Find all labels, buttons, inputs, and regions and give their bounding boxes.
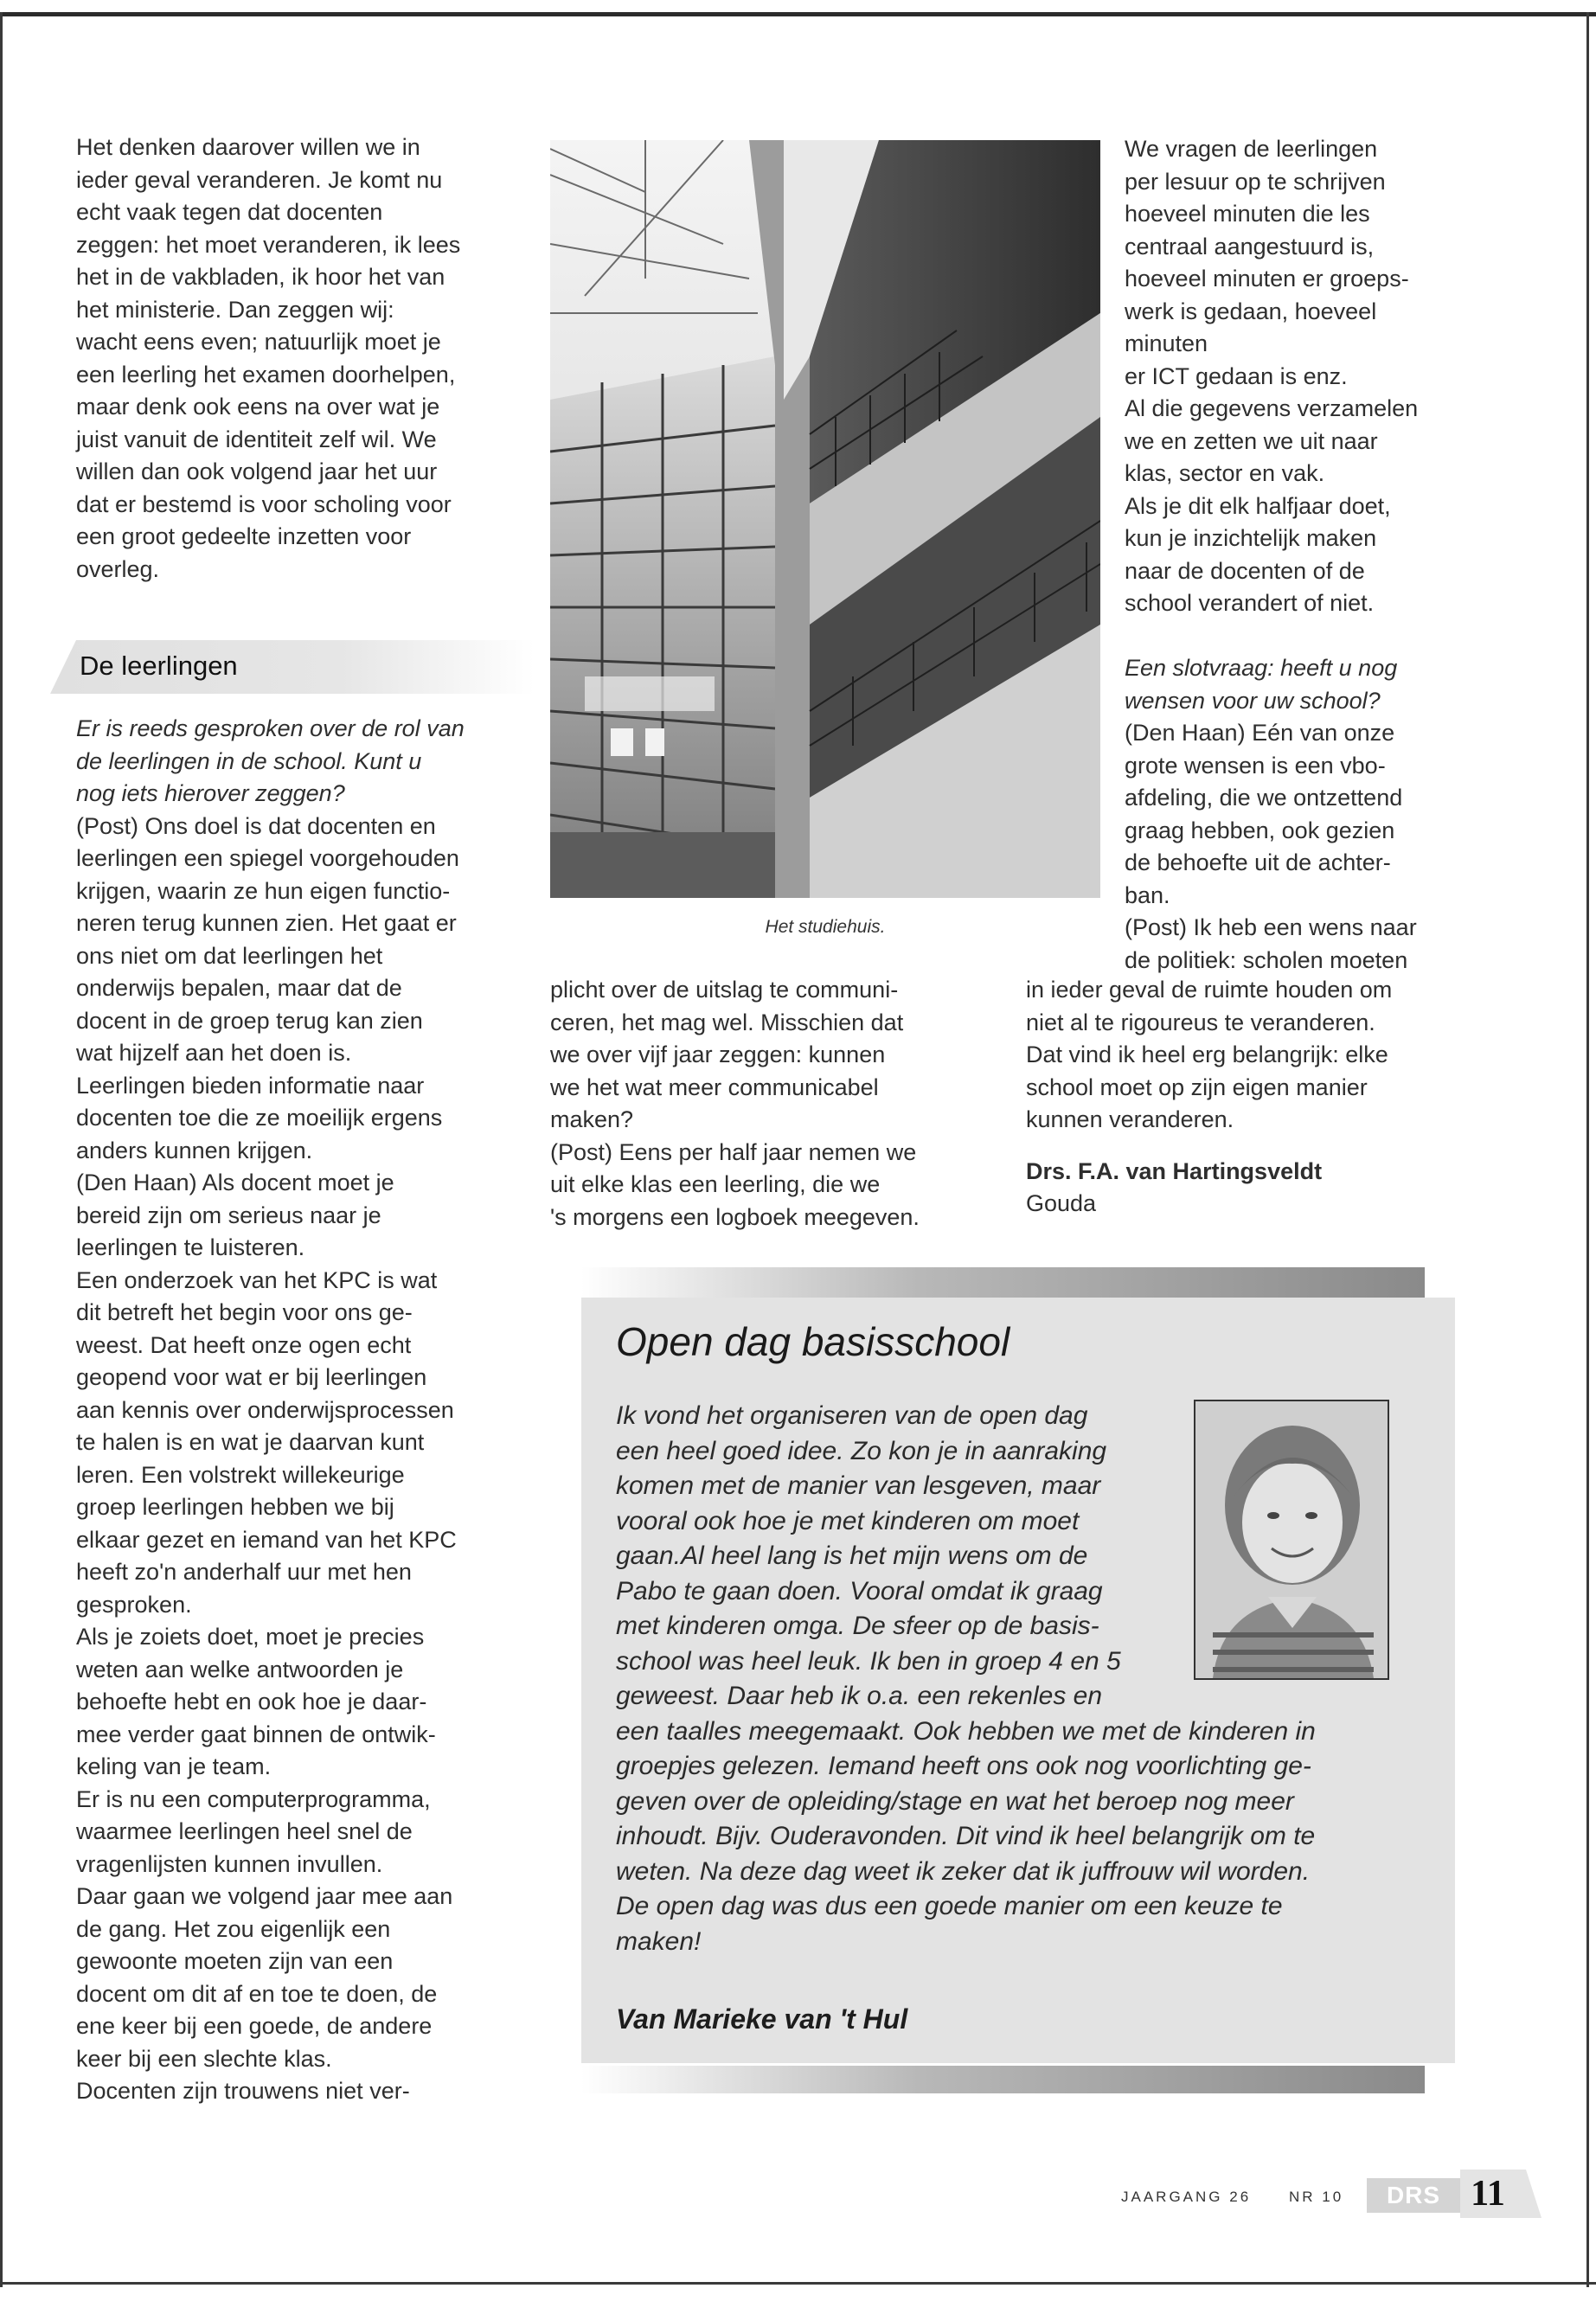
text-line: minuten [1125,330,1208,356]
spacer [1026,1137,1392,1156]
text-line: klas, sector en vak. [1125,460,1325,486]
text-line: ieder geval veranderen. Je komt nu [76,166,443,193]
box-line: komen met de manier van lesgeven, maar [616,1471,1101,1500]
left-column-intro [76,131,460,586]
box-top-rule [581,1267,1425,1298]
page-border-left [0,12,3,2287]
box-line: De open dag was dus een goede manier om een keuze te [616,1892,1283,1920]
photo-caption: Het studiehuis. [765,917,886,937]
text-line: afdeling, die we ontzettend [1125,785,1403,811]
text-line: krijgen, waarin ze hun eigen functio- [76,877,451,904]
text-line: ban. [1125,881,1170,908]
box-line: maken! [616,1926,702,1956]
text-line: (Post) Ik heb een wens naar [1125,914,1417,940]
left-column-body [76,713,465,2108]
text-line: Al die gegevens verzamelen [1125,395,1419,421]
drs-logo: DRS [1367,2178,1460,2213]
text-line: onderwijs bepalen, maar dat de [76,975,402,1001]
text-line: wat hijzelf aan het doen is. [76,1040,352,1066]
box-title: Open dag basisschool [616,1319,1010,1364]
text-line: We vragen de leerlingen [1125,136,1378,162]
text-line: neren terug kunnen zien. Het gaat er [76,910,457,936]
text-line: we over vijf jaar zeggen: kunnen [550,1042,886,1067]
text-line: (Post) Eens per half jaar nemen we [550,1138,917,1165]
text-line: 's morgens een logboek meegeven. [550,1203,920,1230]
box-line: een taalles meegemaakt. Ook hebben we met de kinderen in [616,1716,1316,1746]
text-line: ceren, het mag wel. Misschien dat [550,1009,904,1035]
author-place: Gouda [1026,1190,1097,1216]
author-name: Drs. F.A. van Hartingsveldt [1026,1157,1323,1184]
question-line: Er is reeds gesproken over de rol van [76,715,465,741]
text-line: ons niet om dat leerlingen het [76,942,383,969]
box-line: weten. Na deze dag weet ik zeker dat ik juffrouw wil worden. [616,1856,1311,1886]
box-line: vooral ook hoe je met kinderen om moet [616,1506,1080,1535]
page-border-top [0,12,1596,16]
box-line: school was heel leuk. Ik ben in groep 4 en 5 [616,1646,1121,1676]
text-line: er ICT gedaan is enz. [1125,362,1348,389]
question-line: Een slotvraag: heeft u nog [1125,655,1398,681]
text-line: weest. Dat heeft onze ogen echt [76,1331,412,1358]
right-column-continued [1026,974,1392,1221]
text-line: (Den Haan) Eén van onze [1125,720,1395,746]
question-line: wensen voor uw school? [1125,687,1381,714]
text-line: hoeveel minuten er groeps- [1125,266,1409,292]
atrium-illustration [550,140,1100,898]
footer-jaargang: JAARGANG 26 [1121,2189,1252,2205]
text-line: Een onderzoek van het KPC is wat [76,1266,438,1293]
box-bottom-rule [581,2066,1425,2093]
text-line: werk is gedaan, hoeveel [1125,298,1377,324]
text-line: waarmee leerlingen heel snel de [76,1818,413,1844]
text-line: wacht eens even; natuurlijk moet je [76,329,441,355]
text-line: docenten toe die ze moeilijk ergens [76,1105,443,1131]
middle-column [550,974,920,1234]
page-number-tab [1516,2170,1542,2218]
spacer [1125,620,1418,653]
text-line: gesproken. [76,1591,192,1618]
text-line: centraal aangestuurd is, [1125,233,1375,260]
text-line: keling van je team. [76,1753,272,1779]
page-border-bottom [0,2282,1596,2285]
text-line: leren. Een volstrekt willekeurige [76,1461,405,1488]
text-line: de behoefte uit de achter- [1125,849,1391,875]
box-line: groepjes gelezen. Iemand heeft ons ook nog voorlichting ge- [616,1752,1311,1780]
question-line: de leerlingen in de school. Kunt u [76,747,422,774]
text-line: het ministerie. Dan zeggen wij: [76,296,394,323]
text-line: Als je dit elk halfjaar doet, [1125,492,1391,519]
text-line: Dat vind ik heel erg belangrijk: elke [1026,1042,1388,1067]
text-line: weten aan welke antwoorden je [76,1656,404,1682]
page-border-right [1586,12,1589,2287]
text-line: Daar gaan we volgend jaar mee aan [76,1883,453,1909]
text-line: elkaar gezet en iemand van het KPC [76,1526,457,1553]
portrait-illustration [1195,1401,1388,1678]
text-line: behoefte hebt en ook hoe je daar- [76,1689,427,1715]
text-line: dit betreft het begin voor ons ge- [76,1299,413,1325]
text-line: bereid zijn om serieus naar je [76,1202,381,1228]
text-line: aan kennis over onderwijsprocessen [76,1396,454,1423]
text-line: docent in de groep terug kan zien [76,1007,423,1034]
text-line: de politiek: scholen moeten [1125,946,1408,973]
text-line: leerlingen te luisteren. [76,1234,305,1260]
text-line: in ieder geval de ruimte houden om [1026,977,1393,1003]
box-line: geweest. Daar heb ik o.a. een rekenles en [616,1682,1103,1710]
text-line: het in de vakbladen, ik hoor het van [76,264,445,290]
footer-issue-number: NR 10 [1289,2189,1344,2205]
portrait-photo [1194,1400,1389,1680]
text-line: kunnen veranderen. [1026,1106,1234,1132]
text-line: willen dan ook volgend jaar het uur [76,458,438,484]
text-line: school moet op zijn eigen manier [1026,1074,1368,1100]
text-line: anders kunnen krijgen. [76,1137,313,1163]
box-line: Ik vond het organiseren van de open dag [616,1401,1088,1430]
text-line: echt vaak tegen dat docenten [76,199,383,225]
text-line: uit elke klas een leerling, die we [550,1171,881,1197]
text-line: maar denk ook eens na over wat je [76,394,440,420]
text-line: (Post) Ons doel is dat docenten en [76,812,436,839]
page-number: 11 [1460,2170,1516,2218]
text-line: een leerling het examen doorhelpen, [76,361,456,388]
text-line: per lesuur op te schrijven [1125,168,1386,195]
text-line: Leerlingen bieden informatie naar [76,1072,425,1099]
box-line: gaan.Al heel lang is het mijn wens om de [616,1541,1088,1570]
text-line: te halen is en wat je daarvan kunt [76,1429,425,1455]
box-line: een heel goed idee. Zo kon je in aanraking [616,1436,1107,1465]
text-line: zeggen: het moet veranderen, ik lees [76,231,461,258]
text-line: Er is nu een computerprogramma, [76,1785,431,1812]
text-line: kun je inzichtelijk maken [1125,525,1377,551]
text-line: keer bij een slechte klas. [76,2045,332,2072]
text-line: Als je zoiets doet, moet je precies [76,1624,425,1650]
box-line: inhoudt. Bijv. Ouderavonden. Dit vind ik heel belangrijk om te [616,1822,1316,1850]
text-line: school verandert of niet. [1125,590,1375,616]
question-line: nog iets hierover zeggen? [76,780,345,806]
text-line: heeft zo'n anderhalf uur met hen [76,1559,412,1585]
text-line: plicht over de uitslag te communi- [550,977,899,1003]
text-line: we het wat meer communicabel [550,1074,879,1100]
text-line: Docenten zijn trouwens niet ver- [76,2078,410,2104]
text-line: mee verder gaat binnen de ontwik- [76,1721,436,1747]
text-line: hoeveel minuten die les [1125,201,1370,227]
text-line: ene keer bij een goede, de andere [76,2013,433,2039]
right-column [1125,133,1418,977]
box-line: met kinderen omga. De sfeer op de basis- [616,1612,1099,1640]
text-line: groep leerlingen hebben we bij [76,1494,394,1520]
text-line: niet al te rigoureus te veranderen. [1026,1009,1375,1035]
text-line: een groot gedeelte inzetten voor [76,523,412,549]
text-line: (Den Haan) Als docent moet je [76,1170,394,1195]
text-line: geopend voor wat er bij leerlingen [76,1364,427,1390]
text-line: graag hebben, ook gezien [1125,817,1395,843]
text-line: dat er bestemd is voor scholing voor [76,490,452,517]
text-line: juist vanuit de identiteit zelf wil. We [76,426,437,452]
text-line: gewoonte moeten zijn van een [76,1948,394,1974]
text-line: we en zetten we uit naar [1125,427,1378,454]
text-line: docent om dit af en toe te doen, de [76,1980,438,2007]
text-line: de gang. Het zou eigenlijk een [76,1915,391,1942]
section-heading: De leerlingen [80,651,238,681]
text-line: overleg. [76,555,160,582]
box-line: Pabo te gaan doen. Vooral omdat ik graag [616,1576,1103,1606]
text-line: vragenlijsten kunnen invullen. [76,1850,383,1877]
text-line: leerlingen een spiegel voorgehouden [76,845,459,871]
box-author: Van Marieke van 't Hul [616,2003,908,2035]
studiehuis-photo [550,140,1100,898]
text-line: naar de docenten of de [1125,557,1365,584]
text-line: Het denken daarover willen we in [76,134,420,160]
box-line: geven over de opleiding/stage en wat het beroep nog meer [616,1786,1294,1816]
text-line: grote wensen is een vbo- [1125,752,1386,779]
text-line: maken? [550,1106,634,1132]
